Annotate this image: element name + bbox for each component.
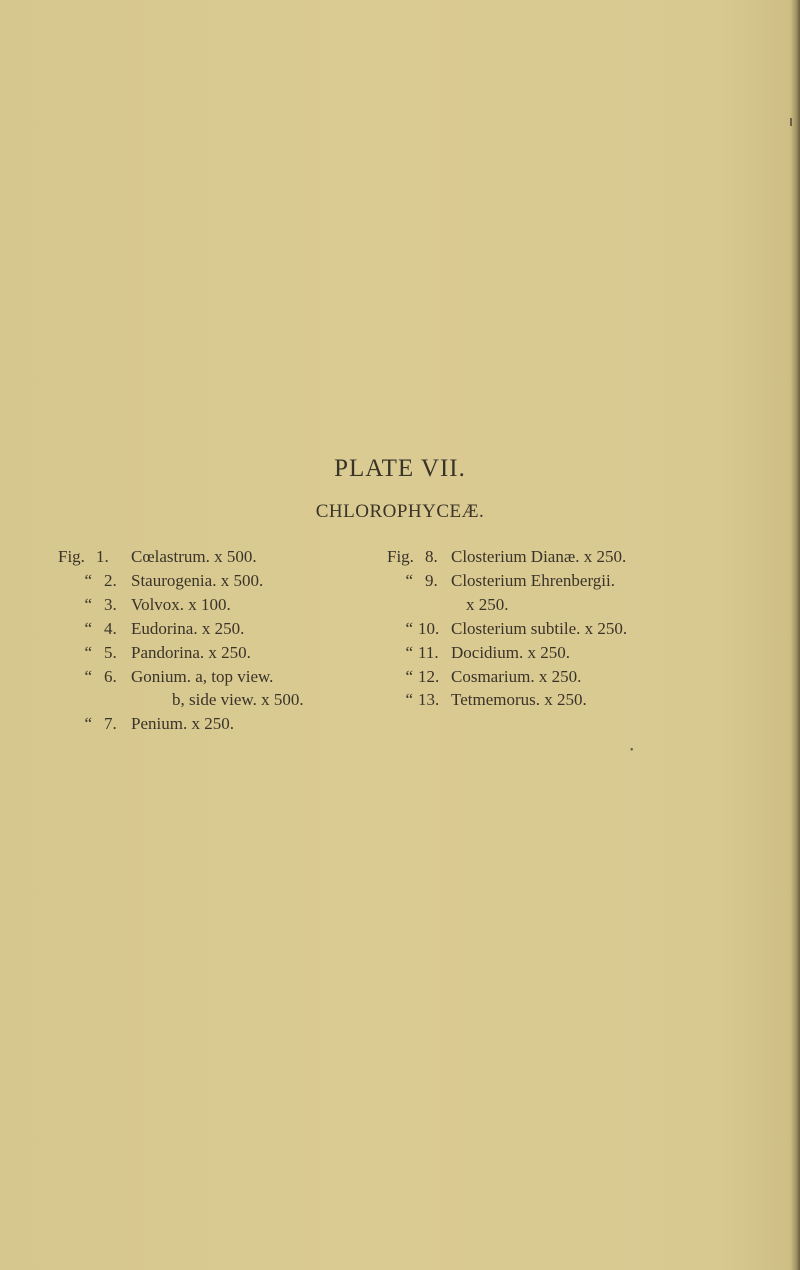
ditto-mark: “ (405, 690, 413, 709)
ditto-mark: “ (84, 643, 92, 662)
ditto-mark: “ (84, 714, 92, 733)
fig-caption: Penium. x 250. (131, 714, 234, 733)
fig-caption: Closterium Ehrenbergii. (451, 571, 615, 590)
ditto-mark: “ (405, 571, 413, 590)
page-edge-shadow (790, 0, 800, 1270)
fig-number: 5. (104, 643, 117, 662)
fig-caption-continued: b, side view. x 500. (172, 690, 304, 709)
ink-speck: • (630, 745, 634, 756)
fig-number: 12. (418, 667, 440, 686)
fig-number: 9. (425, 571, 438, 590)
ditto-mark: “ (84, 571, 92, 590)
fig-caption: Gonium. a, top view. (131, 667, 274, 686)
fig-caption: Closterium Dianæ. x 250. (451, 547, 627, 566)
fig-number: 7. (104, 714, 117, 733)
fig-caption: Volvox. x 100. (131, 595, 231, 614)
fig-number: 10. (418, 619, 440, 638)
fig-number: 8. (425, 547, 438, 566)
ditto-mark: “ (405, 667, 413, 686)
fig-number: 13. (418, 690, 440, 709)
fig-caption-continued: x 250. (466, 595, 509, 614)
plate-title: PLATE VII. (334, 455, 466, 482)
fig-prefix: Fig. (58, 547, 85, 566)
fig-caption: Cosmarium. x 250. (451, 667, 582, 686)
ditto-mark: “ (84, 619, 92, 638)
fig-number: 3. (104, 595, 117, 614)
fig-caption: Closterium subtile. x 250. (451, 619, 628, 638)
edge-mark (790, 118, 792, 126)
ditto-mark: “ (84, 595, 92, 614)
fig-number: 6. (104, 667, 117, 686)
fig-number: 2. (104, 571, 117, 590)
fig-caption: Pandorina. x 250. (131, 643, 251, 662)
fig-caption: Eudorina. x 250. (131, 619, 245, 638)
fig-caption: Docidium. x 250. (451, 643, 570, 662)
ditto-mark: “ (405, 619, 413, 638)
ditto-mark: “ (84, 667, 92, 686)
fig-caption: Staurogenia. x 500. (131, 571, 264, 590)
fig-number: 11. (418, 643, 439, 662)
fig-prefix: Fig. (387, 547, 414, 566)
fig-caption: Tetmemorus. x 250. (451, 690, 587, 709)
fig-number: 4. (104, 619, 117, 638)
ditto-mark: “ (405, 643, 413, 662)
plate-subtitle: CHLOROPHYCEÆ. (315, 501, 485, 522)
fig-caption: Cœlastrum. x 500. (131, 547, 257, 566)
fig-number: 1. (96, 547, 109, 566)
